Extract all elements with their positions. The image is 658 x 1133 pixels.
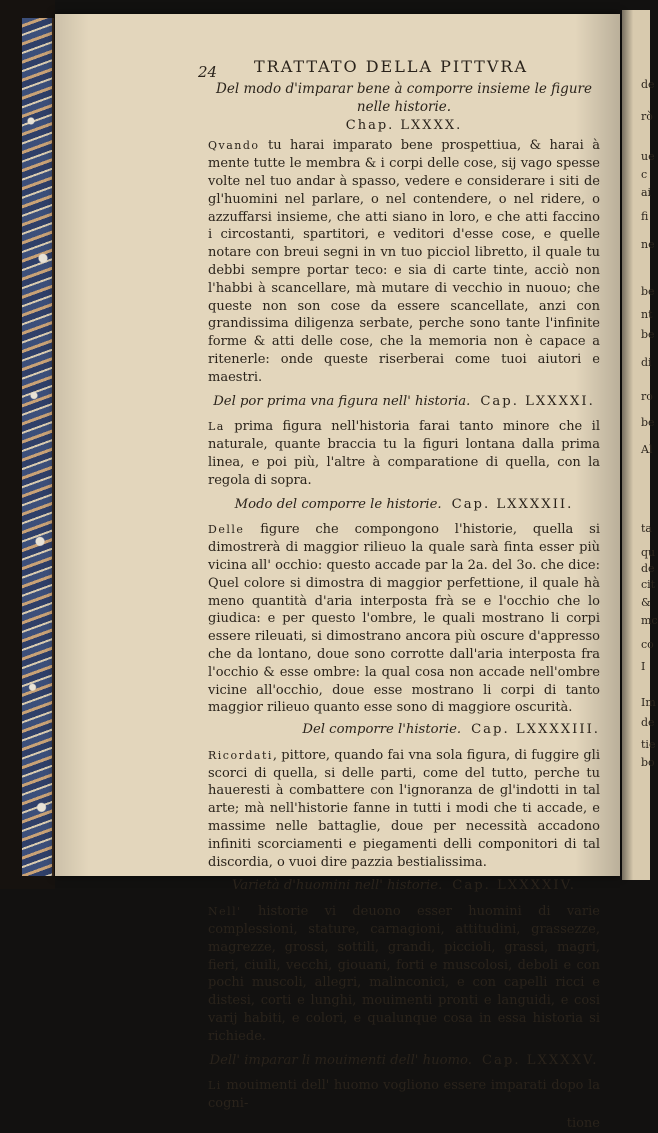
section-title: Dell' imparar li mouimenti dell' huomo. [209, 1052, 472, 1068]
facing-fragment: I [641, 660, 646, 673]
section-heading [208, 877, 600, 895]
facing-fragment: & [641, 596, 651, 609]
lead-word: La [208, 420, 225, 434]
facing-fragment: rò [641, 110, 653, 123]
facing-fragment: di [641, 356, 652, 369]
page-number: 24 [198, 63, 218, 81]
section-title: Varietà d'huomini nell' historie. [232, 878, 443, 894]
paragraph-text: , pittore, quando fai vna sola figura, di fuggire gli scorci di quella, si delle parti, come del tutto, perche tu haueresti à combattere con l'ignoranza de gl'indotti in tal arte; mà nell'historie fanne in tutti i modi che ti accade, e massime nelle battaglie, doue per necessità accadono infiniti scorciamenti e piegamenti delli componitori di tal discordia, o vuoi dire pazzia bestialissima. [208, 747, 600, 870]
facing-fragment: tie [641, 738, 656, 751]
chapter-label: Cap. LXXXXIII. [471, 722, 600, 738]
facing-fragment: bo [641, 756, 655, 769]
section-paragraph [208, 521, 600, 717]
facing-fragment: Im [641, 696, 656, 709]
lead-word: Nell' [208, 905, 242, 919]
lead-word: Li [208, 1079, 222, 1093]
facing-fragment: ai [641, 186, 652, 199]
chapter-label: Chap. LXXXX. [345, 117, 463, 133]
catchword: tione [566, 1116, 600, 1132]
facing-fragment: de [641, 716, 655, 729]
facing-fragment: nt [641, 308, 653, 321]
facing-page-edge [622, 10, 658, 880]
paragraph-text: mouimenti dell' huomo vogliono essere imparati dopo la cogni- [208, 1078, 600, 1112]
chapter-label: Cap. LXXXXIV. [452, 878, 576, 894]
section-heading [208, 496, 600, 514]
facing-fragment: Al [641, 443, 653, 456]
section-paragraph [208, 418, 600, 489]
section-paragraph [208, 903, 600, 1045]
running-title: TRATTATO DELLA PITTVRA [254, 57, 528, 76]
paragraph-text: figure che compongono l'historie, quella si dimostrerà di maggior rilieuo la quale sarà finta esser più vicina all' occhio: questo accade par la 2a. del 3o. che dice: Quel colore si dimostra di maggior perfettione, il quale hà meno quantità d'aria interposta frà se e l'occhio che lo giudica: e per questo l'ombre, le quali mostrano li corpi essere rileuati, si dimostrano ancora più oscure d'appresso che da lontano, doue sono corrotte dall'aria interposta fra l'occhio & esse ombre: la qual cosa non accade nell'ombre vicine all'occhio, doue esse mostrano li corpi di tanto maggior rilieuo quanto esse sono di maggiore oscurità. [208, 522, 600, 716]
section-heading [208, 1052, 600, 1070]
facing-fragment: fi [641, 210, 649, 223]
facing-fragment: be [641, 328, 655, 341]
lead-word: Delle [208, 523, 245, 537]
paragraph-text: historie vi deuono esser huomini di varie complessioni, stature, carnagioni, attitudini, grassezze, magrezze, grossi, sottili, grandi, piccioli, grassi, magri, fieri, ciuili, vecchi, giouani, forti e muscolosi, deboli e con pochi muscoli, allegri, malinconici, e con capelli ricci e distesi, corti e lunghi, mouimenti pronti e languidi, e cosi varij habiti, e colori, e qualunque cosa in essa historia si richiede. [208, 904, 600, 1044]
facing-fragment: co [641, 638, 654, 651]
section-paragraph [208, 1077, 600, 1113]
facing-fragment: ro [641, 390, 653, 403]
section-paragraph [208, 137, 600, 386]
lead-word: Ricordati [208, 748, 273, 762]
section-heading [208, 393, 600, 411]
facing-fragment: cit [641, 578, 656, 591]
chapter-label: Cap. LXXXXII. [451, 496, 574, 512]
page-header [198, 57, 600, 81]
facing-fragment: ne [641, 238, 655, 251]
facing-fragment: ue [641, 150, 655, 163]
section-title: Del por prima vna figura nell' historia. [213, 393, 471, 409]
facing-fragment: c [641, 168, 648, 181]
lead-word: Qvando [208, 139, 260, 153]
facing-fragment: be [641, 416, 655, 429]
marbled-endpaper [22, 18, 54, 876]
facing-fragment: qu [641, 546, 656, 559]
chapter-label: Cap. LXXXXI. [480, 393, 595, 409]
facing-fragment: ta [641, 522, 652, 535]
section-title: Del modo d'imparar bene à comporre insieme le figure nelle historie. [216, 81, 592, 115]
book-binding [0, 0, 55, 889]
facing-fragment: de [641, 562, 655, 575]
facing-fragment: de [641, 78, 655, 91]
facing-fragment: mc [641, 614, 658, 627]
facing-fragment: be [641, 285, 655, 298]
section-heading [208, 721, 600, 739]
chapter-label: Cap. LXXXXV. [481, 1052, 599, 1068]
paragraph-text: tu harai imparato bene prospettiua, & harai à mente tutte le membra & i corpi delle cose, sij vago spesse volte nel tuo andar à spasso, vedere e considerare i siti de gl'huomini nel parlare, o nel contendere, o nel ridere, o azzuffarsi insieme, che atti siano in loro, e che atti faccino i circostanti, spartitori, e veditori d'esse cose, e quelle notare con breui segni in vn tuo picciol libretto, il quale tu debbi sempre portar teco: e sia di carte tinte, acciò non l'habbi à scancellare, mà mutare di vecchio in nuouo; che queste non son cose da essere scancellate, anzi con grandissima diligenza serbate, perche sono tante l'infinite forme & atti delle cose, che la memoria non è capace a ritenerle: onde queste riserberai come tuoi aiutori e maestri. [208, 138, 600, 385]
section-paragraph [208, 747, 600, 872]
paragraph-text: prima figura nell'historia farai tanto minore che il naturale, quante braccia tu la figuri lontana dalla prima linea, e poi più, l'altre à comparatione di quella, con la regola di sopra. [208, 419, 600, 488]
section-title: Del comporre l'historie. [302, 722, 462, 738]
section-title: Modo del comporre le historie. [234, 496, 442, 512]
page-text [198, 57, 600, 1133]
